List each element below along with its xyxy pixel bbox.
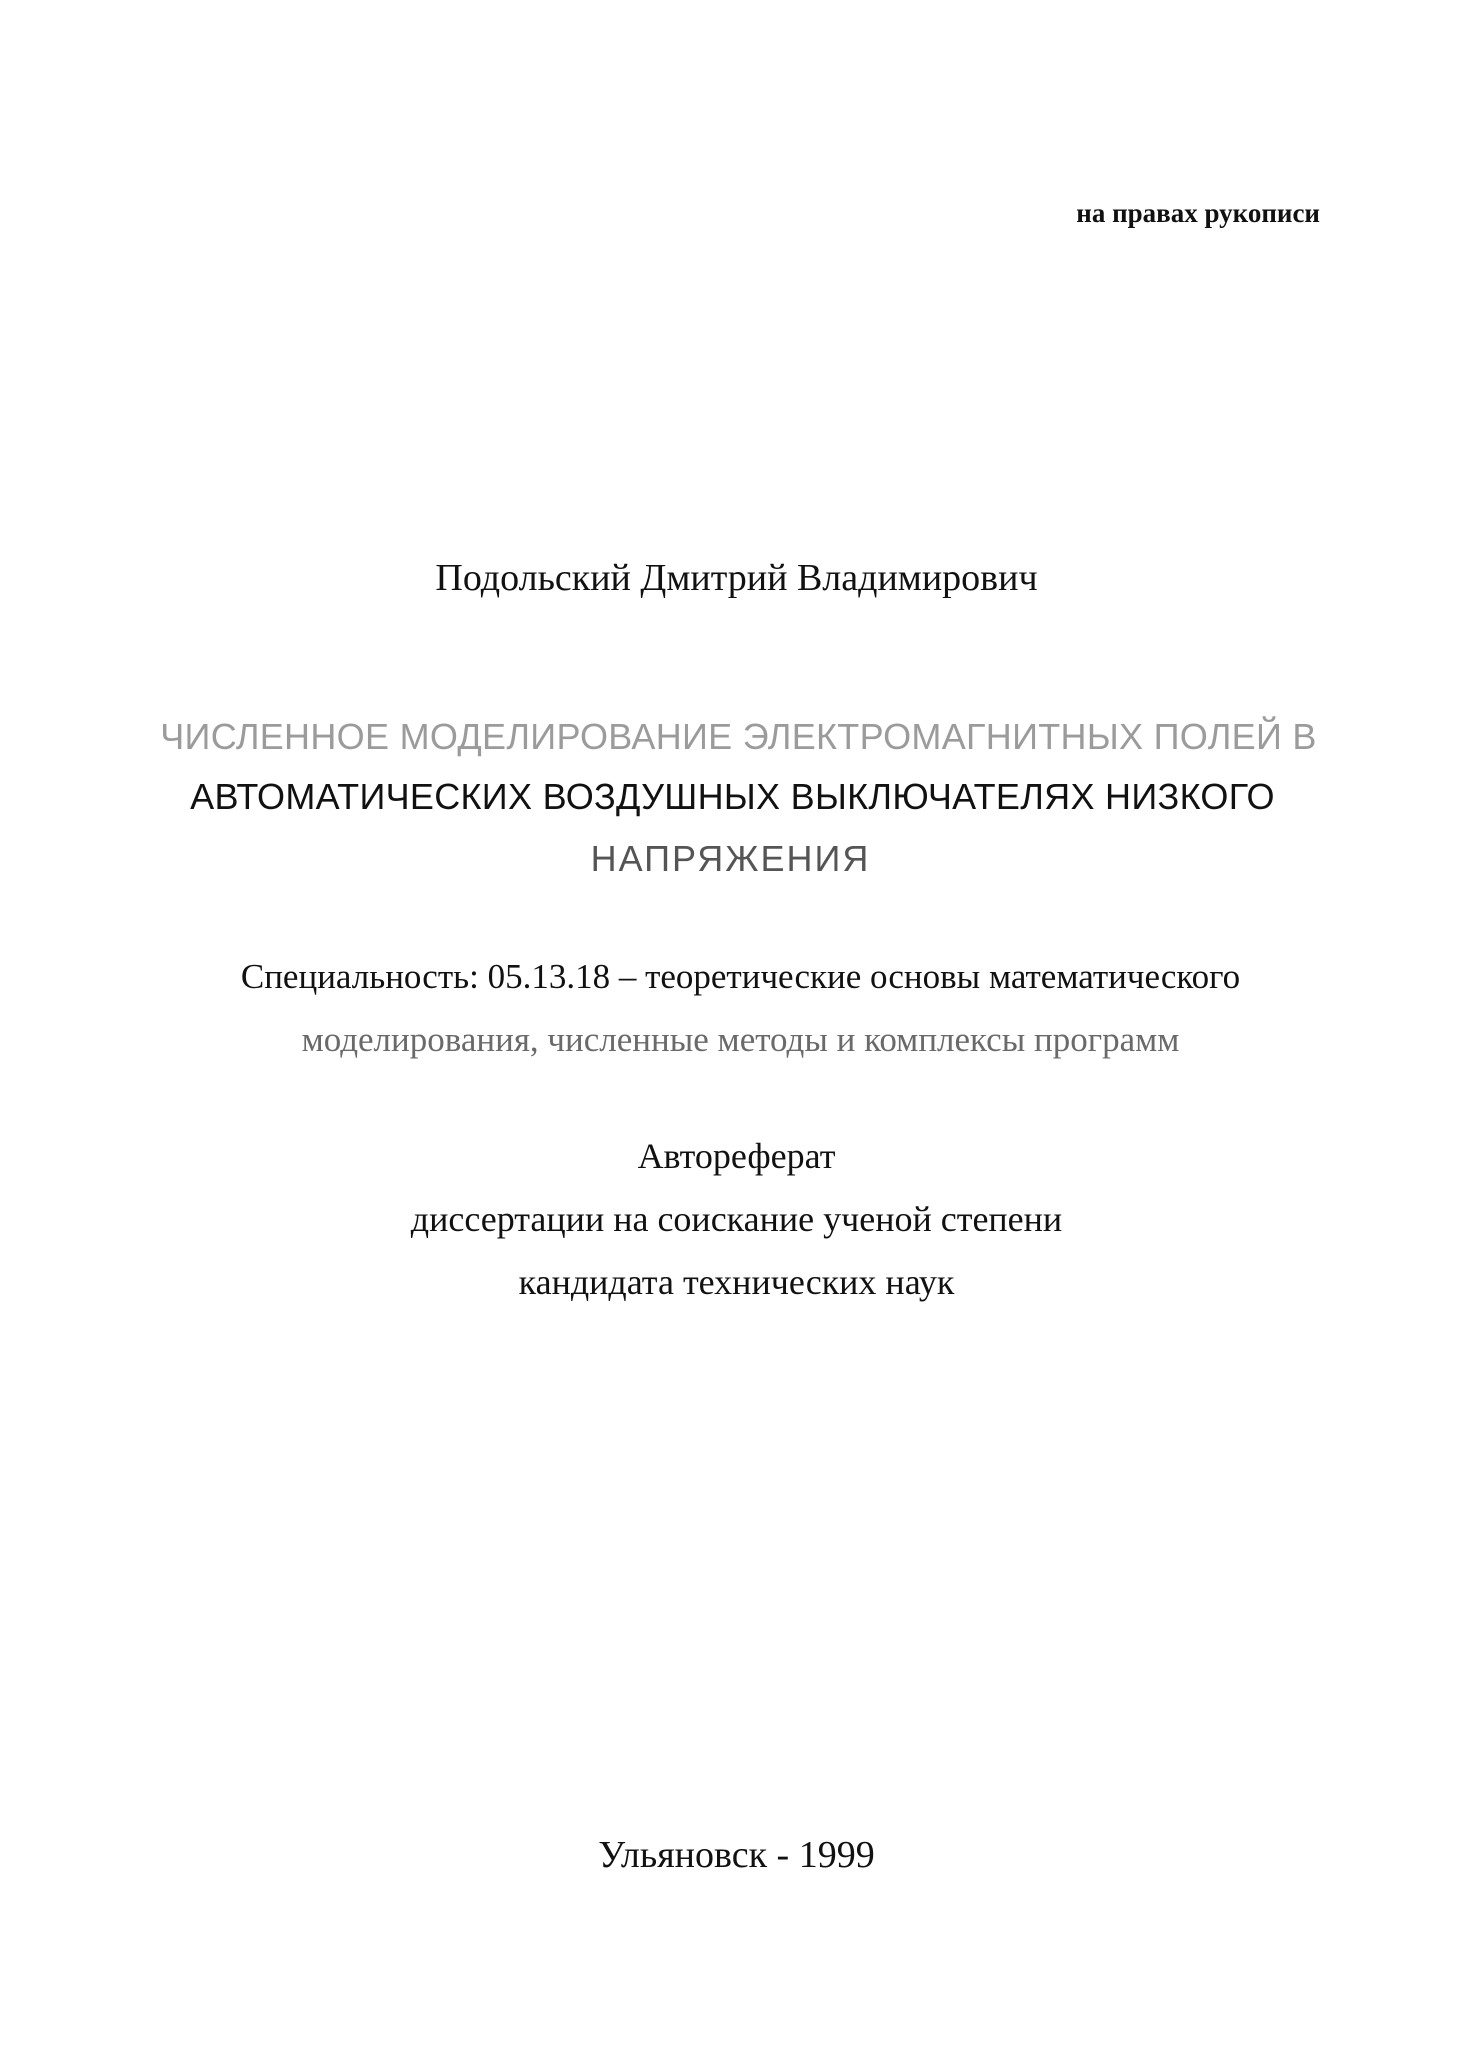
rights-note: на правах рукописи xyxy=(1076,198,1320,228)
title-line-2: АВТОМАТИЧЕСКИХ ВОЗДУШНЫХ ВЫКЛЮЧАТЕЛЯХ НИЗКОГО xyxy=(190,776,1275,817)
abstract-line-2: диссертации на соискание ученой степени xyxy=(410,1199,1063,1239)
title-line-1: ЧИСЛЕННОЕ МОДЕЛИРОВАНИЕ ЭЛЕКТРОМАГНИТНЫХ ПОЛЕЙ В xyxy=(160,716,1317,757)
abstract-line-3: кандидата технических наук xyxy=(518,1262,955,1302)
author-name: Подольский Дмитрий Владимирович xyxy=(435,557,1038,599)
abstract-heading: Автореферат xyxy=(637,1136,836,1176)
title-line-3: НАПРЯЖЕНИЯ xyxy=(590,838,871,879)
specialty-line-1: Специальность: 05.13.18 – теоретические основы математического xyxy=(240,957,1241,996)
city-year: Ульяновск - 1999 xyxy=(598,1834,875,1876)
specialty-line-2: моделирования, численные методы и комплексы программ xyxy=(301,1020,1180,1059)
